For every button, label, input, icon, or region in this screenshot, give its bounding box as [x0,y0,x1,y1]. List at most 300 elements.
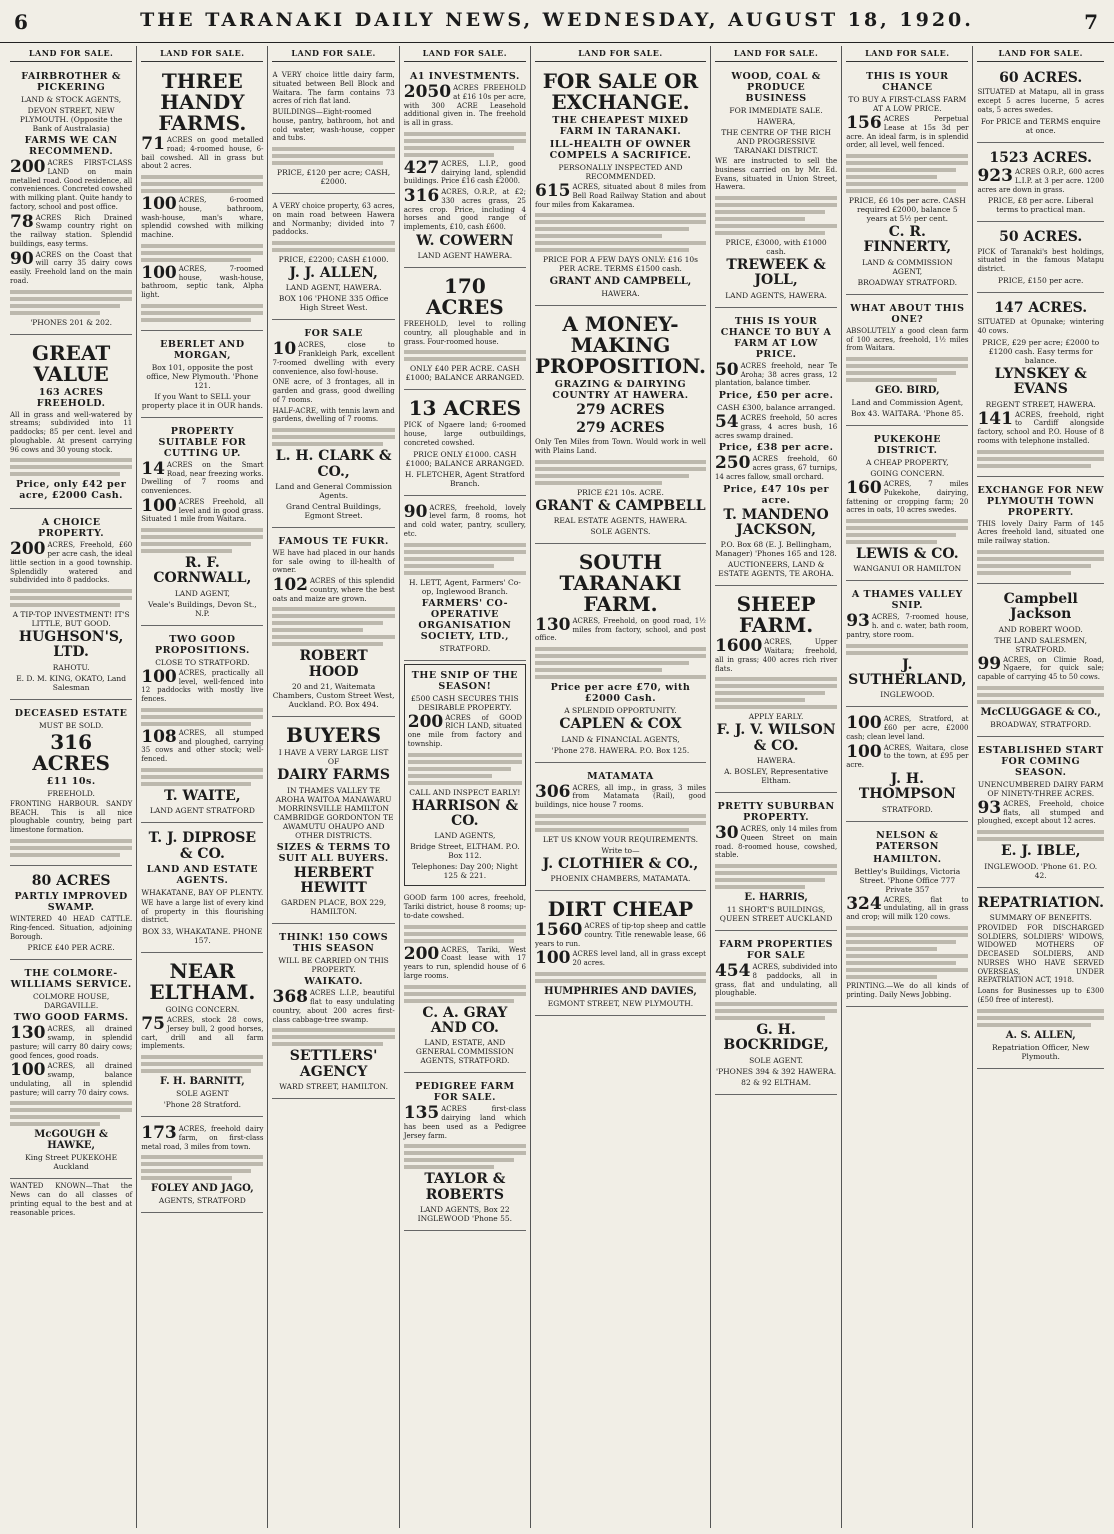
ad-thames-valley [846,584,968,707]
ad-text: A VERY choice little dairy farm, situated between Bell Block and Waitara. The farm contains 73 acres of rich flat land. [272,71,395,106]
text-lines [404,925,526,943]
column-heading: LAND FOR SALE. [715,46,837,62]
ad-sub: THE CENTRE OF THE RICH AND PROGRESSIVE TARANAKI DISTRICT. [721,128,831,155]
ad-price: PRICE ONLY £1000. CASH £1000; BALANCE ARRANGED. [405,449,525,468]
ad-matamata [535,766,706,892]
text-lines [272,241,394,252]
ad-three-farms [141,66,263,331]
columns [6,46,1108,1528]
ad-nelson-paterson [846,825,968,1008]
listing: 135 ACRES first-class dairying land which has been used as a Pedigree Jersey farm. [403,1103,526,1140]
listing: 90 ACRES on the Coast that will carry 35 dairy cows easily. Freehold land on the main road. [10,248,133,285]
ad-place: WAIKATO. [304,976,363,988]
ad-price: Price, £47 10s per acre. [723,483,830,506]
text-lines [535,460,706,485]
text-lines [408,753,522,785]
listing: 50 ACRES freehold, near Te Aroha; 38 acres grass, 12 plantation, balance timber. [714,359,838,388]
firm-name: R. F. CORNWALL, [153,555,252,587]
ad-sub: WILL BE CARRIED ON THIS PROPERTY. [278,956,389,975]
acres-number: 50 [714,359,739,380]
text-lines [272,147,394,165]
ad-sub: TO BUY A FIRST-CLASS FARM AT A LOW PRICE. [848,95,967,113]
acres-number: 130 [534,614,571,635]
ad-text: WINTERED 40 HEAD CATTLE. Ring-fenced. Situation, adjoining Borough. [10,915,133,941]
firm-name: CAPLEN & COX [559,716,682,733]
ad-text: FRONTING HARBOUR. SANDY BEACH. This is all nice ploughable country, being part limestone formation. [10,799,133,835]
ad-50-acres [977,225,1104,293]
firm-address: Box 43. WAITARA. 'Phone 85. [851,409,964,419]
ad-heading: FARMS WE CAN RECOMMEND. [24,135,118,157]
ad-text: FREEHOLD, level to rolling country, all ploughable and in grass. Four-roomed house. [403,320,526,346]
ad-freehold-dairy [141,1120,263,1213]
ad-text: SITUATED at Opunake; wintering 40 cows. [977,318,1104,336]
column-heading: LAND FOR SALE. [141,46,263,62]
listing: 1560 ACRES of tip-top sheep and cattle country. Title renewable lease, 66 years to run. [534,920,706,948]
firm-place: STRATFORD. [439,643,491,653]
firm-sub: REAL ESTATE AGENTS, HAWERA. [553,515,688,525]
ad-wood-coal [715,66,837,308]
firm-address: REGENT STREET, HAWERA. [985,399,1096,409]
text-lines [535,972,706,983]
ad-eberlet [141,334,263,418]
ad-agent: H. LETT, Agent, Farmers' Co-op, Inglewood Branch. [408,577,521,596]
ad-sub: SUMMARY OF BENEFITS. [989,912,1092,922]
ad-13-acres [404,393,526,495]
newspaper-title: THE TARANAKI DAILY NEWS, WEDNESDAY, AUGUST 18, 1920. [140,9,974,31]
ad-title: 147 ACRES. [994,299,1088,316]
listing: 368 ACRES L.I.P., beautiful flat to easy undulating country, about 200 acres first-class cabbage-tree swamp. [272,987,395,1024]
acres-number: 324 [846,893,882,914]
firm-phone: 'Phone 28 Stratford. [163,1100,242,1110]
ad-your-chance [715,311,837,587]
firm-name: TREWEEK & JOLL, [726,257,826,289]
ad-heading: ESTABLISHED START FOR COMING SEASON. [977,744,1104,778]
listing: 75 ACRES, stock 28 cows, Jersey bull, 2 good horses, cart, drill and all farm implements. [141,1014,264,1051]
firm-name: HUMPHRIES AND DAVIES, [544,985,697,997]
listing: 100 ACRES Freehold, all level and in good grass. Situated 1 mile from Waitara. [141,495,264,524]
officer-title: Repatriation Officer, New Plymouth. [991,1042,1090,1061]
column-8 [973,46,1108,1528]
firm-name: T. WAITE, [164,787,241,804]
ad-heading: WHAT ABOUT THIS ONE? [850,302,965,325]
text-lines [404,132,526,157]
text-lines [141,175,263,193]
ad-90-acres [404,499,526,661]
listing: 100 ACRES, all drained swamp, balance undulating, all in splendid pasture; will carry 70 dairy cows. [10,1060,133,1097]
acres-number: 454 [714,961,751,982]
ad-colmore [10,963,132,1179]
ad-tenure: FREEHOLD. [47,788,95,798]
acres-number: 200 [407,711,444,732]
ad-for-sale [272,323,394,528]
acres-number: 100 [846,741,882,762]
ad-heading: THIS IS YOUR CHANCE [866,71,949,93]
listing: 100 ACRES level land, all in grass except 20 acres. [534,948,706,969]
acres-number: 135 [403,1103,440,1124]
ad-printing: PRINTING.—We do all kinds of printing. Daily News Jobbing. [846,981,969,999]
ad-heading: PEDIGREE FARM FOR SALE. [415,1081,515,1104]
ad-60-acres [977,66,1104,143]
firm-address: P.O. Box 68 (E. J. Bellingham, Manager) 'Phones 165 and 128. [715,540,837,559]
listing: 10 ACRES, close to Frankleigh Park, excellent 7-roomed dwelling with every convenience, also fowl-house. [272,339,395,376]
firm-name: FOLEY AND JAGO, [150,1183,254,1195]
ad-text: PICK of Ngaere land; 6-roomed house, large outbuildings, concreted cowshed. [403,421,526,447]
text-lines [535,647,706,679]
ad-choice-farm [272,66,394,194]
firm-place: King Street PUKEKOHE Auckland [25,1153,118,1172]
ad-price: PRICE, £6 10s per acre. CASH required £2000, balance 5 years at 5½ per cent. [848,196,966,223]
acres-number: 75 [141,1014,165,1035]
listing: 100 ACRES, 7-roomed house, wash-house, bathroom, septic tank, Alpha light. [141,262,264,299]
column-heading: LAND FOR SALE. [272,46,394,62]
ad-heading: A1 INVESTMENTS. [409,71,520,82]
acres-number: 93 [977,797,1002,818]
ad-price: For PRICE and TERMS enquire at once. [980,116,1101,135]
firm-name: THE COLMORE-WILLIAMS SERVICE. [10,968,132,991]
ad-text: GOOD farm 100 acres, freehold, Tariki district, house 8 rooms; up-to-date cowshed. [403,894,526,920]
ad-farm-properties [715,934,837,1095]
page-number-right: 7 [1084,10,1098,34]
ad-note: A TIP-TOP INVESTMENT! IT'S LITTLE, BUT GOOD. [12,610,130,628]
firm-place: INGLEWOOD. [880,690,935,700]
acres-number: 71 [141,134,165,154]
ad-wanted-known: WANTED KNOWN—That the News can do all classes of printing equal to the best and at reasonable prices. [10,1182,133,1217]
text-lines [846,519,968,544]
text-lines [10,589,132,607]
ad-heading: FARM PROPERTIES FOR SALE [719,939,833,962]
text-lines [10,1101,132,1126]
ad-heading: PRETTY SUBURBAN PROPERTY. [717,801,835,824]
ad-sub: UNENCUMBERED DAIRY FARM OF NINETY-THREE ACRES. [977,779,1104,798]
ad-sub: A SPLENDID OPPORTUNITY. [564,706,677,716]
ad-choice-property [272,197,394,320]
firm-name: HUGHSON'S, LTD. [18,629,124,661]
listing: 14 ACRES on the Smart Road, near freezing works. Dwelling of 7 rooms and conveniences. [141,458,264,495]
ad-near-eltham [141,956,263,1117]
acres-number: 30 [714,823,739,844]
ad-exchange-new-plymouth [977,480,1104,584]
firm-name: SETTLERS' AGENCY [289,1048,378,1080]
firm-address: COLMORE HOUSE, DARGAVILLE. [33,992,110,1011]
ad-think [272,927,394,1099]
text-lines [404,985,526,1003]
ad-title: BUYERS [286,723,382,748]
ad-acres: 279 ACRES [576,419,665,436]
ad-place: HAWERA, [756,117,796,126]
ad-sheep-farm [715,589,837,793]
firm-name: W. COWERN [416,232,514,249]
listing: 250 ACRES freehold, 60 acres grass, 67 turnips, 14 acres fallow, small orchard. [714,453,838,481]
column-3 [268,46,399,1528]
ad-title: 1523 ACRES. [989,149,1093,166]
firm-sub: SOLE AGENTS. [590,526,651,536]
acres-number: 130 [10,1023,46,1044]
ad-heading: THINK! 150 COWS THIS SEASON [279,932,389,955]
listing: 71 ACRES on good metalled road; 4-roomed house, 6-bail cowshed. All in grass but about 2 acres. [141,134,264,171]
text-lines [715,196,837,235]
firm-name: FARMERS' CO-OPERATIVE ORGANISATION SOCIETY, LTD., [418,597,512,642]
listing: 90 ACRES, freehold, lovely level farm, 8 rooms, hot and cold water, pantry, scullery, etc. [403,501,526,538]
acres-number: 316 [403,186,440,206]
firm-sub: Land and General Commission Agents. [275,481,393,500]
acres-number: 10 [272,339,297,360]
acres-number: 306 [534,781,571,802]
acres-number: 368 [272,987,308,1008]
column-1 [6,46,137,1528]
ad-sub: PARTLY IMPROVED SWAMP. [14,891,128,914]
firm-name: Campbell Jackson [1003,590,1078,623]
masthead [0,0,1114,43]
ad-title: GREAT VALUE [31,340,111,386]
listing: 200 ACRES FIRST-CLASS LAND on main metalled road. Good residence, all conveniences. Concreted cowshed with milking plant. Quite handy to factory, school and post office. [10,157,133,211]
firm-sub: SOLE AGENT [176,1089,229,1099]
acres-number: 200 [10,539,46,560]
acres-number: 90 [403,501,428,522]
firm-address: Bettley's Buildings, Victoria Street. 'Phone Office 777 Private 357 [854,866,961,894]
page-number: 6 [14,10,28,34]
ad-repatriation [977,891,1104,1069]
ad-heading: MATAMATA [587,770,654,782]
ad-heading: FAMOUS TE FUKR. [278,535,389,547]
column-heading: LAND FOR SALE. [404,46,526,62]
ad-price: Price, £38 per acre. [718,442,834,454]
ad-sub: PERSONALLY INSPECTED AND RECOMMENDED. [558,163,683,181]
listing: 100 ACRES, practically all level, well-fenced into 12 paddocks with mostly live fences. [141,666,264,704]
ad-your-chance [846,66,968,295]
firm-address: GARDEN PLACE, BOX 229, HAMILTON. [281,898,387,917]
listing: 200 ACRES, Freehold, £60 per acre cash, the ideal little section in a good township. Splendidly watered and subdivided into 8 paddocks. [10,539,133,585]
ad-money-making [535,309,706,544]
firm-place: HAWERA. [756,756,796,766]
listing: 2050 ACRES FREEHOLD at £16 10s per acre, with 300 ACRE Leasehold additional given in. The freehold is all in grass. [403,82,526,127]
listing: 427 ACRES, L.I.P., good dairying land, splendid buildings. Price £16 cash £2000. [403,157,526,186]
ad-sub: CALL AND INSPECT EARLY! [409,787,521,797]
firm-sub: LAND & STOCK AGENTS, [21,95,122,104]
text-lines [977,450,1104,468]
acres-number: 1600 [714,636,763,657]
ad-heading: TWO GOOD FARMS. [13,1012,129,1024]
listing: 100 ACRES, 6-roomed house, bathroom, wash-house, man's whare, splendid cowshed with milking machine. [141,194,264,239]
acres-number: 108 [141,726,177,747]
text-lines [404,543,526,575]
firm-name: T. MANDENO JACKSON, [723,506,829,538]
ad-title: A MONEY-MAKING PROPOSITION. [534,312,706,379]
ad-sub: FOR IMMEDIATE SALE. [729,106,823,115]
ad-sub: MUST BE SOLD. [38,720,104,730]
ad-buyers [272,720,394,924]
listing: 100 ACRES, Waitara, close to the town, at £95 per acre. [846,741,969,770]
text-lines [715,1002,837,1020]
acres-number: 93 [846,611,870,632]
acres-number: 100 [846,713,882,734]
firm-contact: McGOUGH & HAWKE, [34,1129,108,1152]
ad-text: THIS lovely Dairy Farm of 145 Acres freehold land, situated one mile railway station. [977,519,1104,546]
ad-sub: THE CHEAPEST MIXED FARM IN TARANAKI. [552,115,689,137]
ad-dirt-cheap [535,894,706,1016]
ad-1523-acres [977,146,1104,223]
firm-address: PHOENIX CHAMBERS, MATAMATA. [550,874,691,884]
acres-number: 14 [141,458,165,479]
ad-sub: £500 CASH SECURES THIS DESIRABLE PROPERTY. [411,693,519,712]
acres-number: 1560 [534,920,583,941]
listing: 615 ACRES, situated about 8 miles from Bell Road Railway Station and about four miles from Kakaramea. [534,181,706,209]
listing: 324 ACRES, flat to undulating, all in grass and crop; will milk 120 cows. [846,893,969,922]
listing: 923 ACRES O.R.P., 600 acres L.I.P. at 3 per acre. 1200 acres are down in grass. [977,166,1104,194]
firm-name: L. H. CLARK & CO., [275,448,392,480]
listing: 1600 ACRES, Upper Waitara; freehold, all in grass; 400 acres rich river flats. [714,636,838,673]
ad-heading: A THAMES VALLEY SNIP. [851,589,963,612]
firm-address: 82 & 92 ELTHAM. [741,1077,811,1087]
listing: 141 ACRES, freehold, right to Cardiff alongside factory, school and P.O. House of 8 rooms with telephone installed. [977,408,1104,445]
column-6 [711,46,842,1528]
acres-number: 250 [714,453,751,474]
text-lines [272,1028,394,1046]
firm-phone: 'PHONES 394 & 392 HAWERA. [716,1066,837,1076]
firm-address: 20 and 21, Waitemata Chambers, Custom Street West, Auckland. P.O. Box 494. [272,682,395,710]
ad-text: Only Ten Miles from Town. Would work in well with Plains Land. [534,438,706,455]
acres-number: 54 [714,412,739,433]
text-lines [404,1144,526,1169]
firm-sub: LAND & COMMISSION AGENT, [862,257,953,276]
ad-title: 50 ACRES. [999,229,1083,246]
ad-agent: H. FLETCHER, Agent Stratford Branch. [404,469,525,488]
ad-stratford [846,710,968,821]
ad-title: SHEEP FARM. [736,592,816,638]
firm-sub: LAND AGENT STRATFORD [149,806,255,816]
acres-number: 2050 [403,82,452,102]
ad-text: Loans for Businesses up to £300 (£50 free of interest). [977,987,1104,1004]
acres-number: 78 [10,211,34,232]
text-lines [141,304,263,322]
acres-number: 100 [141,194,177,214]
firm-address: THE LAND SALESMEN, STRATFORD. [994,635,1087,654]
firm-name: LEWIS & CO. [855,546,959,563]
column-heading: LAND FOR SALE. [846,46,968,62]
firm-name: HARRISON & CO. [411,797,519,830]
firm-sub: Land and Commission Agent, [851,398,964,408]
text-lines [977,686,1104,704]
firm-address: Veale's Buildings, Devon St., N.P. [148,599,257,618]
ad-title: DIRT CHEAP [547,897,694,922]
ad-price: PRICE, £120 per acre; CASH, £2000. [277,168,391,186]
text-lines [10,290,132,315]
acres-number: 141 [977,408,1013,429]
text-lines [272,428,394,446]
firm-sub: LAND AGENTS, [434,831,496,841]
firm-sub: AUCTIONEERS, LAND & ESTATE AGENTS, TE AROHA. [718,560,834,579]
firm-address: 11 SHORT'S BUILDINGS, QUEEN STREET AUCKLAND [719,905,833,924]
ad-pedigree [404,1076,526,1231]
listing: 130 ACRES, all drained swamp, in splendid pasture; will carry 80 dairy cows; good fences, good roads. [10,1023,133,1060]
acres-number: 100 [141,262,177,283]
firm-name: F. J. V. WILSON & CO. [716,722,836,754]
firm-address: BROADWAY STRATFORD. [857,277,958,287]
firm-name: FAIRBROTHER & PICKERING [21,71,121,93]
ad-text: If you Want to SELL your property place it in OUR hands. [141,391,263,410]
ad-suburban [715,796,837,931]
column-5 [531,46,711,1528]
firm-address: Grand Central Buildings, Egmont Street. [286,501,382,520]
phones: 'PHONES 201 & 202. [30,317,113,327]
ad-text: WE have a large list of every kind of property in this flourishing district. [141,898,264,925]
ad-price: Price, only £42 per acre, £2000 Cash. [16,479,127,502]
text-lines [10,839,132,857]
firm-sub: AND ROBERT WOOD. [998,624,1083,634]
firm-sub: LAND AGENT HAWERA. [417,251,513,261]
ad-cash: CASH £300, balance arranged. [716,403,836,413]
text-lines [272,607,394,646]
acres-number: 100 [10,1060,46,1081]
firm-address: EGMONT STREET, NEW PLYMOUTH. [547,998,694,1008]
firm-sub: LAND, ESTATE, AND GENERAL COMMISSION AGENTS, STRATFORD. [415,1038,514,1066]
text-lines [846,926,968,979]
ad-price: PRICE, £29 per acre; £2000 to £1200 cash. Easy terms for balance. [982,337,1100,365]
ad-sub: LET US KNOW YOUR REQUIREMENTS. [542,834,699,844]
ad-title: NEAR ELTHAM. [149,959,256,1005]
listing: 108 ACRES, all stumped and ploughed, carrying 35 cows and other stock; well-fenced. [141,726,264,764]
ad-pukekohe [846,429,968,581]
acres-number: 100 [534,948,571,969]
ad-campbell-jackson [977,587,1104,737]
ad-title: THREE HANDY FARMS. [158,69,247,135]
acres-number: 200 [403,943,440,964]
firm-name: E. HARRIS, [744,892,808,904]
ad-title: 80 ACRES [31,872,111,889]
ad-147-acres [977,296,1104,477]
firm-name: GEO. BIRD, [875,385,940,397]
text-lines [141,768,263,786]
ad-text: SITUATED at Matapu, all in grass except 5 acres lucerne, 5 acres oats, 5 acres swedes. [977,88,1104,114]
firm-address: BOX 106 'PHONE 335 Office High Street West. [278,294,389,313]
listing: 306 ACRES, all imp., in grass, 3 miles from Matamata (Rail), good buildings, nice house 7 rooms. [534,781,706,810]
text-lines [977,1009,1104,1027]
ad-two-propositions [141,629,263,823]
ad-heading: PROPERTY SUITABLE FOR CUTTING UP. [158,425,247,459]
ad-subtitle: DAIRY FARMS [277,767,391,784]
ad-terms: SIZES & TERMS TO SUIT ALL BUYERS. [276,841,391,864]
firm-sub: LAND AGENT, [174,588,230,598]
firm-address: Bridge Street, ELTHAM. P.O. Box 112. [410,842,520,861]
firm-sub: LAND & FINANCIAL AGENTS, [561,734,680,744]
ad-heading: THE SNIP OF THE SEASON! [411,669,518,692]
firm-address: INGLEWOOD. 'Phone 61. P.O. 42. [984,861,1098,880]
listing: 100 ACRES, Stratford, at £60 per acre, £2000 cash; clean level land. [846,713,969,741]
firm-name: E. J. IBLE, [1000,843,1081,860]
column-heading: LAND FOR SALE. [10,46,132,62]
listing: 102 ACRES of this splendid country, where the best oats and maize are grown. [272,575,395,603]
firm-box: BOX 33, WHAKATANE. PHONE 157. [142,927,263,946]
ad-price: Price, £50 per acre. [718,390,834,402]
firm-sub: AGENTS, STRATFORD [158,1196,246,1206]
acres-number: 173 [141,1123,177,1144]
acres-number: 427 [403,157,440,178]
firm-address: WANGANUI OR HAMILTON [853,564,962,574]
ad-for-sale-or-exchange [535,66,706,306]
text-lines [535,814,706,832]
text-lines [141,1055,263,1073]
ad-170-acres [404,271,526,390]
listing: 30 ACRES, only 14 miles from Queen Street on main road. 8-roomed house, cowshed, stable. [714,823,838,860]
column-4 [400,46,531,1528]
ad-heading: PUKEKOHE DISTRICT. [873,434,942,457]
ad-a1-investments [404,66,526,268]
ad-acres: 279 ACRES [576,402,665,419]
ad-price: £11 10s. [46,775,96,787]
ad-south-taranaki [535,547,706,763]
ad-text: ABSOLUTELY a good clean farm of 100 acres, freehold, 1½ miles from Waitara. [846,326,969,353]
text-lines [977,550,1104,575]
ad-snip-of-season [404,664,526,887]
